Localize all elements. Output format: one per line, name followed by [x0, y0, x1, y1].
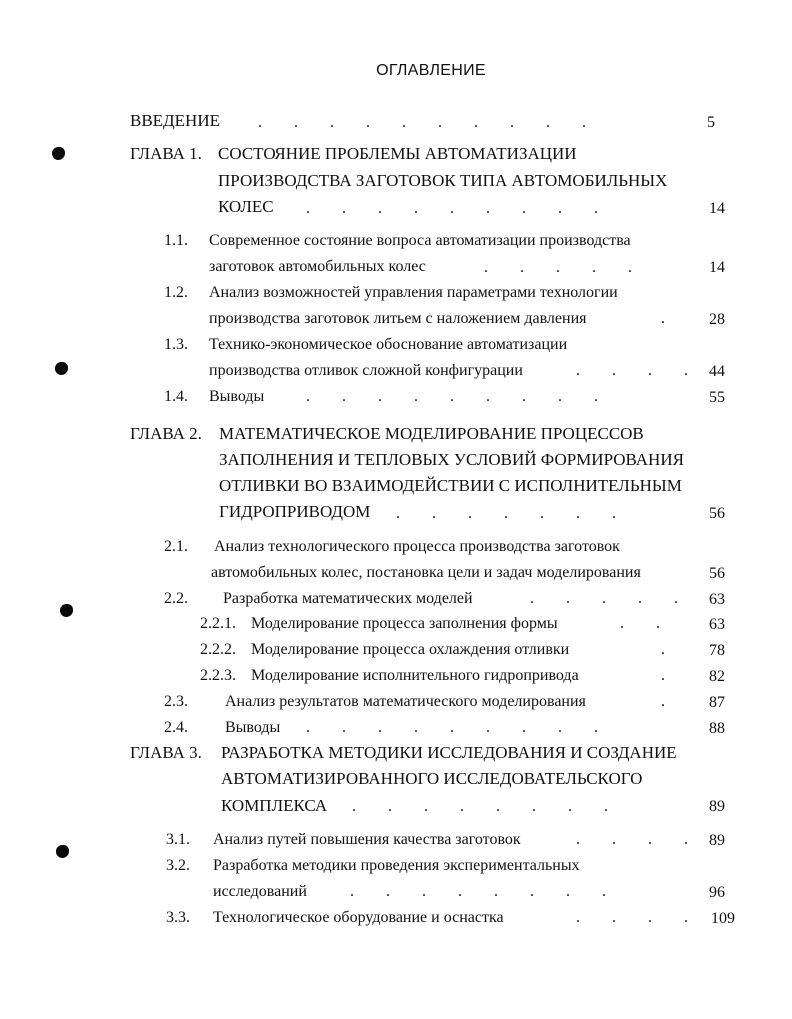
- toc-ch2-title-line4[interactable]: ГИДРОПРИВОДОМ: [219, 502, 371, 521]
- toc-s2-4-page: 88: [709, 720, 725, 737]
- toc-intro-label[interactable]: ВВЕДЕНИЕ: [130, 111, 220, 130]
- toc-s2-4-line1[interactable]: Выводы: [225, 719, 281, 736]
- toc-s3-3-line1[interactable]: Технологическое оборудование и оснастка: [213, 909, 504, 926]
- toc-s2-2-2-page: 78: [709, 642, 725, 659]
- toc-s3-2-line1[interactable]: Разработка методики проведения экспериментальных: [213, 857, 580, 874]
- toc-s2-2-1-line1[interactable]: Моделирование процесса заполнения формы: [251, 615, 558, 632]
- toc-s2-1-line1[interactable]: Анализ технологического процесса производства заготовок: [214, 538, 620, 555]
- toc-ch1-page: 14: [709, 200, 725, 217]
- leader-dots: . . . .: [576, 362, 688, 379]
- toc-ch2-number: ГЛАВА 2.: [130, 424, 202, 443]
- toc-ch1-title-line1[interactable]: СОСТОЯНИЕ ПРОБЛЕМЫ АВТОМАТИЗАЦИИ: [218, 144, 577, 163]
- punch-hole: [52, 147, 65, 160]
- toc-s3-3-page: 109: [711, 910, 735, 927]
- punch-hole: [55, 362, 68, 375]
- leader-dots: . . . . . . .: [396, 505, 616, 522]
- toc-s2-2-3-number: 2.2.3.: [200, 667, 236, 684]
- toc-s1-2-line1[interactable]: Анализ возможностей управления параметрами технологии: [209, 284, 618, 301]
- toc-ch3-number: ГЛАВА 3.: [130, 743, 202, 762]
- toc-s3-3-number: 3.3.: [166, 909, 190, 926]
- toc-s3-1-page: 89: [709, 832, 725, 849]
- toc-s1-3-line1[interactable]: Технико-экономическое обоснование автоматизации: [209, 336, 568, 353]
- leader-dots: . . . . . . . . .: [306, 200, 598, 217]
- toc-s2-1-number: 2.1.: [164, 538, 188, 555]
- toc-s2-1-line2[interactable]: автомобильных колес, постановка цели и задач моделирования: [211, 564, 641, 581]
- toc-s1-3-number: 1.3.: [164, 336, 188, 353]
- leader-dots: . . . .: [576, 831, 688, 848]
- toc-ch3-title-line1[interactable]: РАЗРАБОТКА МЕТОДИКИ ИССЛЕДОВАНИЯ И СОЗДАНИЕ: [221, 743, 677, 762]
- leader-dots: . . . . . . . .: [350, 883, 606, 900]
- toc-s1-4-number: 1.4.: [164, 388, 188, 405]
- toc-s1-1-line2[interactable]: заготовок автомобильных колес: [209, 258, 426, 275]
- toc-ch2-title-line1[interactable]: МАТЕМАТИЧЕСКОЕ МОДЕЛИРОВАНИЕ ПРОЦЕССОВ: [219, 424, 644, 443]
- toc-ch2-title-line2[interactable]: ЗАПОЛНЕНИЯ И ТЕПЛОВЫХ УСЛОВИЙ ФОРМИРОВАНИЯ: [219, 450, 684, 469]
- toc-ch1-number: ГЛАВА 1.: [130, 144, 202, 163]
- toc-s1-2-number: 1.2.: [164, 284, 188, 301]
- toc-s3-1-number: 3.1.: [166, 831, 190, 848]
- leader-dots: .: [661, 310, 665, 327]
- toc-s1-3-line2[interactable]: производства отливок сложной конфигурации: [209, 362, 523, 379]
- toc-ch1-title-line2[interactable]: ПРОИЗВОДСТВА ЗАГОТОВОК ТИПА АВТОМОБИЛЬНЫХ: [218, 171, 668, 190]
- toc-s1-4-line1[interactable]: Выводы: [209, 388, 265, 405]
- toc-ch1-title-line3[interactable]: КОЛЕС: [218, 197, 274, 216]
- toc-s1-2-page: 28: [709, 311, 725, 328]
- toc-intro-page: 5: [707, 114, 715, 131]
- toc-s3-2-page: 96: [709, 884, 725, 901]
- toc-s2-2-number: 2.2.: [164, 590, 188, 607]
- toc-s3-2-number: 3.2.: [166, 857, 190, 874]
- toc-s2-2-3-page: 82: [709, 668, 725, 685]
- toc-ch3-title-line2[interactable]: АВТОМАТИЗИРОВАННОГО ИССЛЕДОВАТЕЛЬСКОГО: [221, 769, 643, 788]
- leader-dots: .: [661, 641, 665, 658]
- toc-s2-2-1-number: 2.2.1.: [200, 615, 236, 632]
- toc-s1-2-line2[interactable]: производства заготовок литьем с наложением давления: [209, 310, 587, 327]
- leader-dots: . . . . .: [484, 259, 632, 276]
- toc-s2-3-page: 87: [709, 694, 725, 711]
- toc-s2-4-number: 2.4.: [164, 719, 188, 736]
- leader-dots: .: [661, 667, 665, 684]
- toc-s2-2-line1[interactable]: Разработка математических моделей: [223, 590, 473, 607]
- toc-s2-2-1-page: 63: [709, 616, 725, 633]
- toc-s3-2-line2[interactable]: исследований: [213, 883, 307, 900]
- leader-dots: . . . . .: [530, 590, 678, 607]
- toc-s2-2-3-line1[interactable]: Моделирование исполнительного гидропривода: [251, 667, 579, 684]
- punch-hole: [56, 845, 69, 858]
- page-title: ОГЛАВЛЕНИЕ: [376, 62, 486, 79]
- toc-s2-2-page: 63: [709, 591, 725, 608]
- toc-ch3-page: 89: [709, 798, 725, 815]
- toc-s1-4-page: 55: [709, 389, 725, 406]
- toc-s1-1-page: 14: [709, 259, 725, 276]
- toc-s2-3-line1[interactable]: Анализ результатов математического моделирования: [225, 693, 586, 710]
- leader-dots: . . . . . . . .: [352, 798, 608, 815]
- toc-ch3-title-line3[interactable]: КОМПЛЕКСА: [221, 796, 328, 815]
- toc-s2-2-2-number: 2.2.2.: [200, 641, 236, 658]
- leader-dots: . . . . . . . . .: [306, 719, 598, 736]
- toc-s2-3-number: 2.3.: [164, 693, 188, 710]
- toc-s1-1-line1[interactable]: Современное состояние вопроса автоматизации производства: [209, 232, 631, 249]
- toc-ch2-title-line3[interactable]: ОТЛИВКИ ВО ВЗАИМОДЕЙСТВИИ С ИСПОЛНИТЕЛЬНЫМ: [219, 476, 682, 495]
- toc-s3-1-line1[interactable]: Анализ путей повышения качества заготовок: [213, 831, 521, 848]
- leader-dots: . . . .: [576, 909, 688, 926]
- leader-dots: .: [661, 693, 665, 710]
- leader-dots: . .: [620, 615, 660, 632]
- toc-ch2-page: 56: [709, 505, 725, 522]
- toc-s2-1-page: 56: [709, 565, 725, 582]
- leader-dots: . . . . . . . . . .: [258, 114, 586, 131]
- toc-s2-2-2-line1[interactable]: Моделирование процесса охлаждения отливки: [251, 641, 570, 658]
- toc-s1-1-number: 1.1.: [164, 232, 188, 249]
- toc-s1-3-page: 44: [709, 363, 725, 380]
- leader-dots: . . . . . . . . .: [306, 388, 598, 405]
- punch-hole: [60, 604, 73, 617]
